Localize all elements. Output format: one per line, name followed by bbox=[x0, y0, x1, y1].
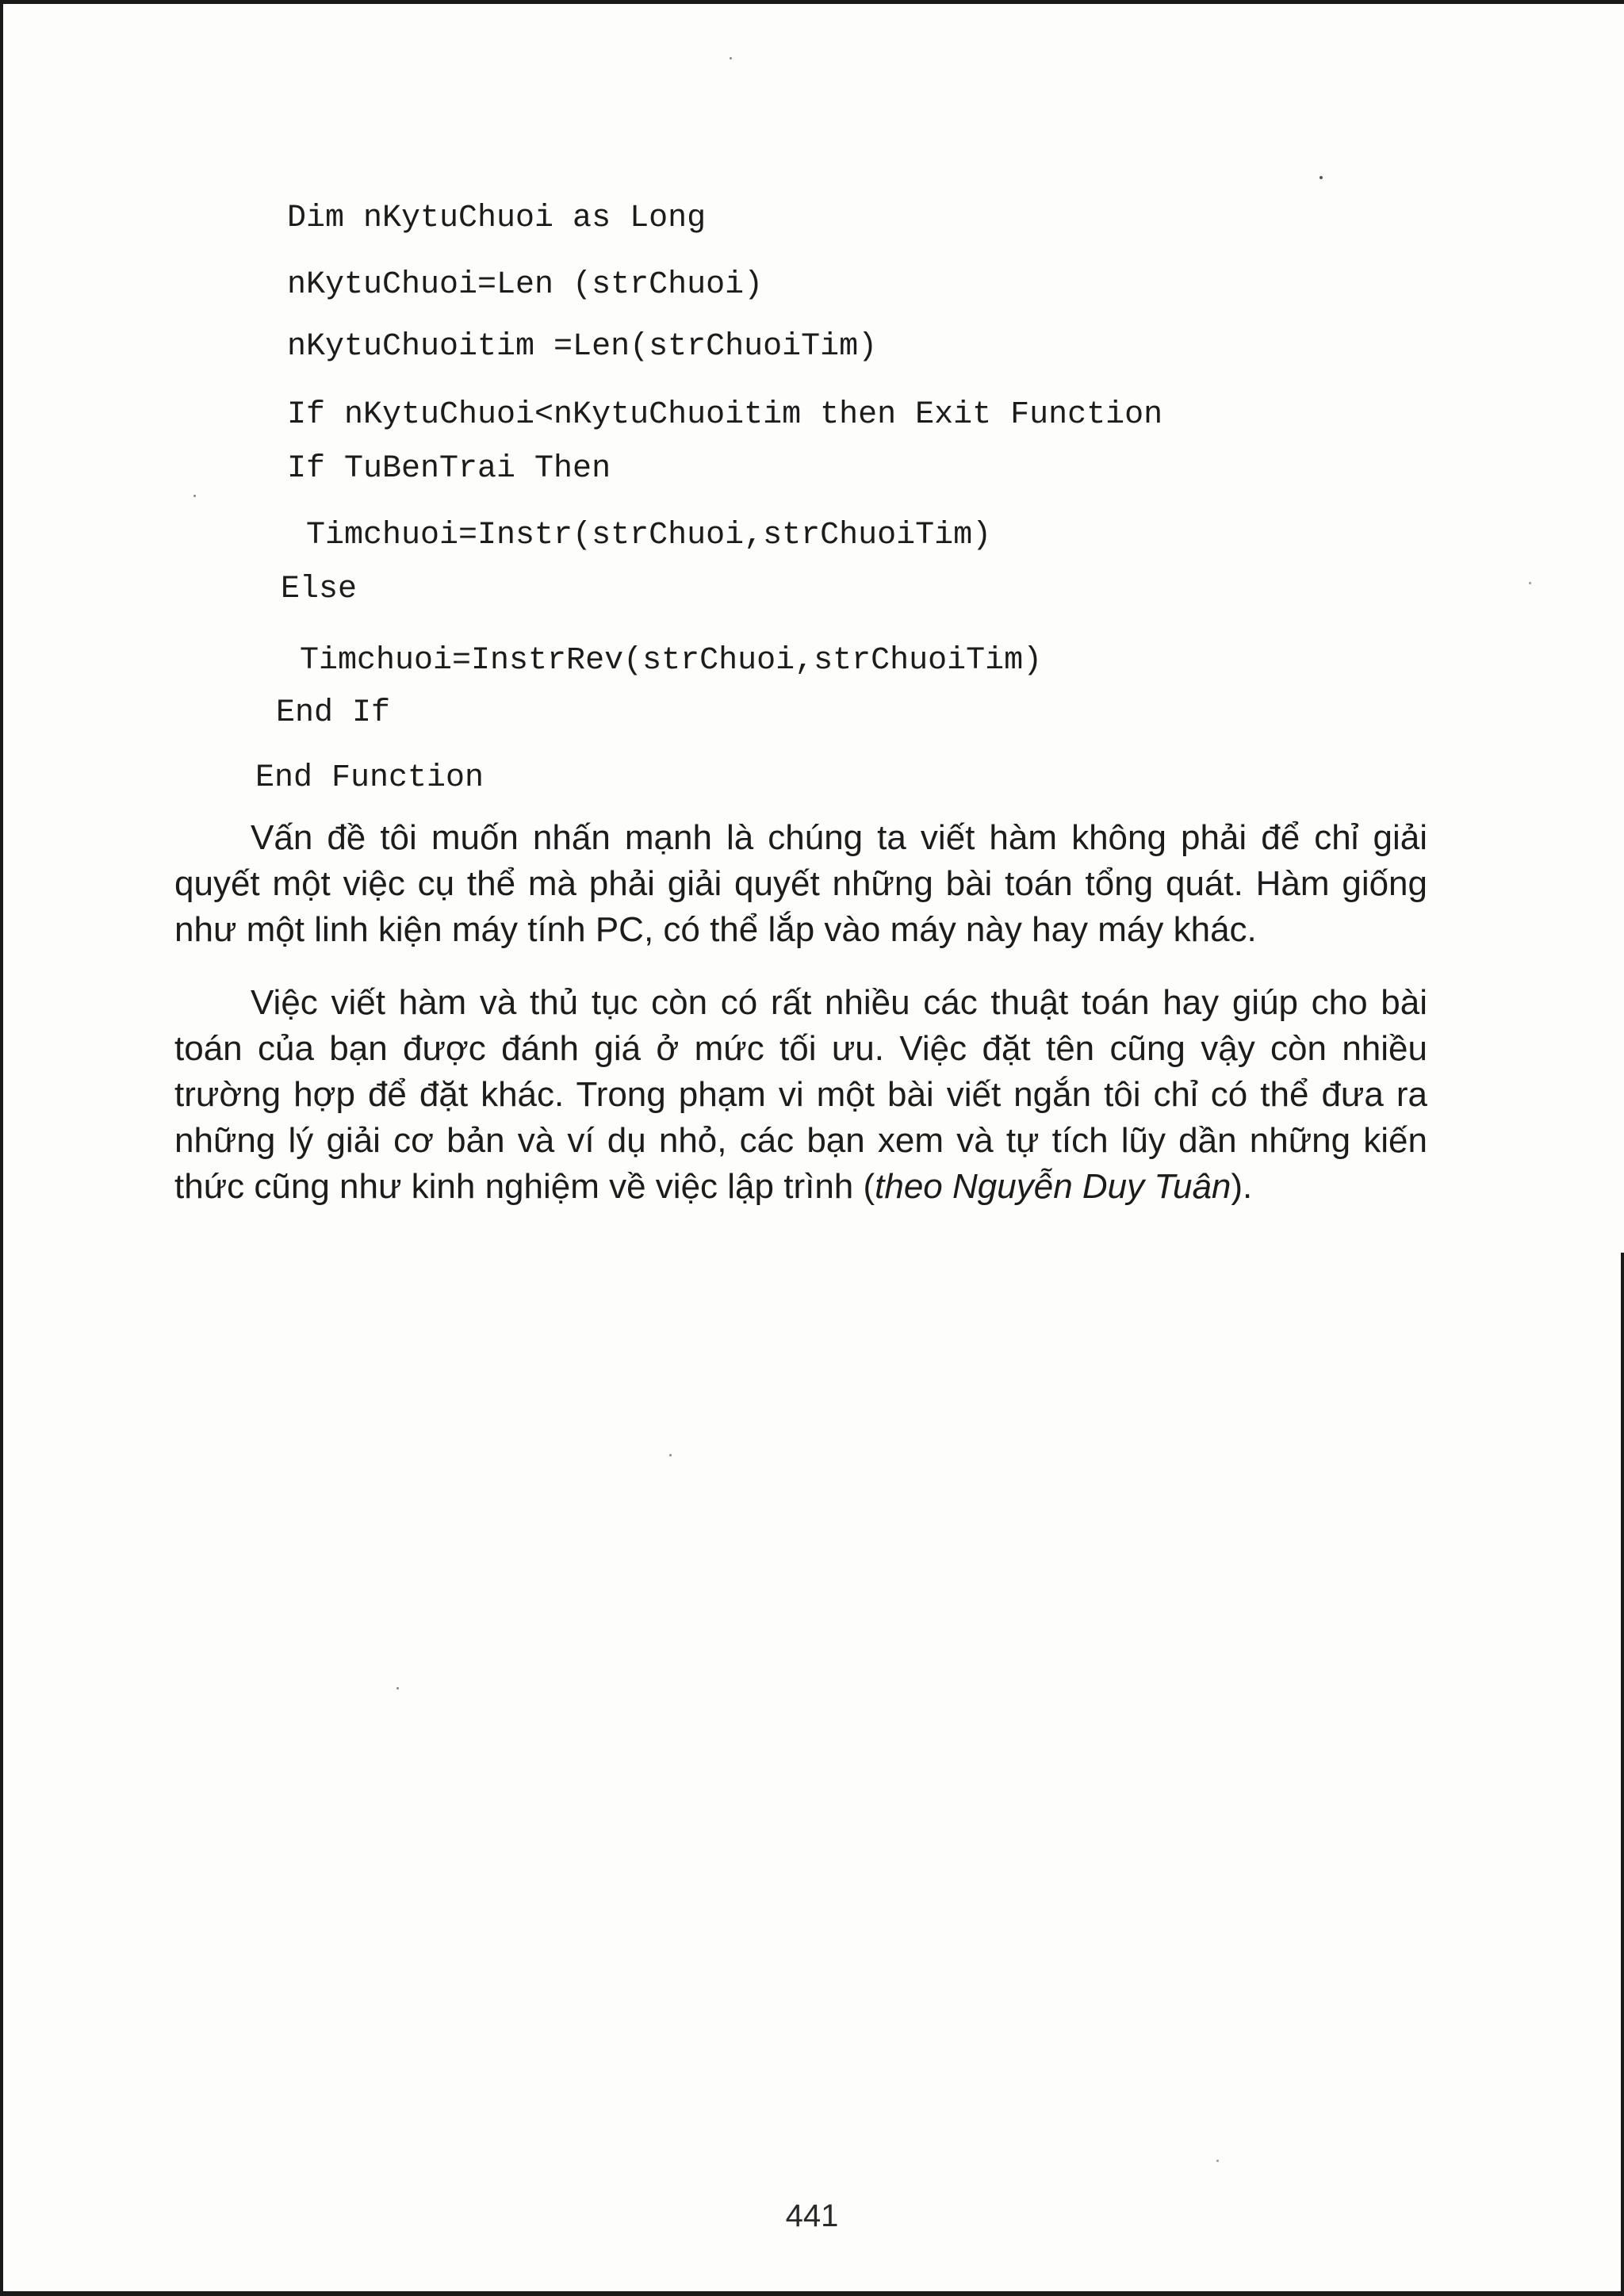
page-number: 441 bbox=[785, 2198, 839, 2233]
code-line: If nKytuChuoi<nKytuChuoitim then Exit Function bbox=[287, 397, 1163, 433]
code-line: nKytuChuoi=Len (strChuoi) bbox=[287, 267, 764, 303]
body-paragraph-2 bbox=[174, 980, 1427, 1210]
code-line: End Function bbox=[255, 760, 485, 796]
scan-speck bbox=[730, 57, 732, 59]
code-line: Dim nKytuChuoi as Long bbox=[287, 201, 707, 236]
code-line: nKytuChuoitim =Len(strChuoiTim) bbox=[287, 329, 878, 365]
scan-speck bbox=[1320, 176, 1323, 179]
body-paragraph-1: Vấn đề tôi muốn nhấn mạnh là chúng ta viết hàm không phải để chỉ giải quyết một việc cụ thể mà phải giải quyết những bài toán tổng quát. Hàm giống như một linh kiện máy tính PC, có thể lắp vào máy này hay máy khác. bbox=[174, 818, 1427, 949]
scan-speck bbox=[193, 495, 196, 497]
scan-border-right bbox=[1621, 1253, 1624, 2296]
code-line: Timchuoi=Instr(strChuoi,strChuoiTim) bbox=[287, 518, 992, 553]
code-line: Timchuoi=InstrRev(strChuoi,strChuoiTim) bbox=[281, 643, 1043, 679]
scan-speck bbox=[669, 1454, 672, 1456]
scan-border-top bbox=[0, 0, 1624, 4]
paragraph-text: Việc viết hàm và thủ tục còn có rất nhiều các thuật toán hay giúp cho bài toán của bạn được đánh giá ở mức tối ưu. Việc đặt tên cũng vậy còn nhiều trường hợp để đặt khác. Trong phạm vi một bài viết ngắn tôi chỉ có thể đưa ra những lý giải cơ bản và ví dụ nhỏ, các bạn xem và tự tích lũy dần những kiến thức cũng như kinh nghiệm về việc lập trình ( bbox=[174, 983, 1427, 1206]
scan-speck bbox=[396, 1687, 399, 1689]
code-line: If TuBenTrai Then bbox=[287, 451, 611, 487]
scan-border-left bbox=[0, 0, 3, 2296]
scan-speck bbox=[1216, 2160, 1219, 2162]
paragraph-end: ). bbox=[1231, 1167, 1253, 1206]
scan-border-bottom bbox=[0, 2291, 1624, 2296]
author-attribution: theo Nguyễn Duy Tuân bbox=[875, 1167, 1231, 1206]
code-line: End If bbox=[276, 695, 391, 731]
code-line: Else bbox=[281, 572, 358, 607]
scan-speck bbox=[1529, 582, 1531, 584]
